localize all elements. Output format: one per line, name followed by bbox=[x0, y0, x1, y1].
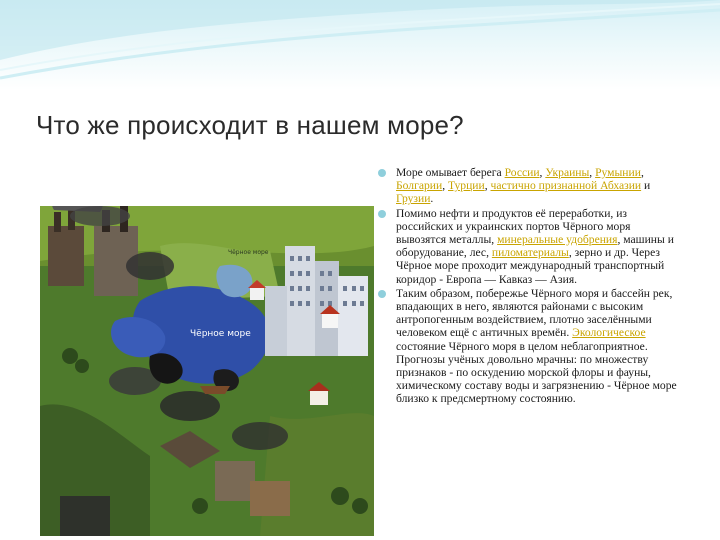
link-romania[interactable]: Румынии bbox=[595, 166, 641, 179]
link-turkey[interactable]: Турции bbox=[448, 179, 485, 193]
bullet-item bbox=[378, 166, 678, 206]
bullet-item bbox=[378, 207, 678, 286]
black-sea-painting bbox=[40, 206, 374, 536]
bullet-marker bbox=[378, 169, 386, 177]
bullet-marker bbox=[378, 290, 386, 298]
header-decoration bbox=[0, 0, 720, 90]
link-georgia[interactable]: Грузии bbox=[396, 192, 431, 206]
wave-decoration bbox=[0, 0, 720, 90]
bullet-text-2: Помимо нефти и продуктов её переработки, из российских и украинских портов Чёрного моря вывозятся металлы, минеральные удобрения, машины и оборудование, лес, пиломатериалы, зерно и др. Через Чёрное море проходит международный транспортный коридор - Европа — Кавказ — Азия. bbox=[396, 206, 674, 286]
slide-title: Что же происходит в нашем море? bbox=[36, 110, 464, 140]
bullet-item bbox=[378, 287, 678, 406]
link-lumber[interactable]: пиломатериалы bbox=[491, 246, 569, 260]
bullet-text-3: Таким образом, побережье Чёрного моря и бассейн рек, впадающих в него, являются районами с высоким антропогенным воздействием, плотно заселёнными человеком ещё с античных времён. Экологическое состояние Чёрного моря в целом неблагоприятное. Прогнозы учёных довольно мрачны: по множеству признаков - по оскудению морской флоры и фауны, химическому составу воды и загрязнению - Чёрное море близко к предсмертному состоянию. bbox=[396, 286, 677, 406]
link-bulgaria[interactable]: Болгарии bbox=[396, 179, 443, 193]
link-fertilizers[interactable]: минеральные удобрения bbox=[497, 233, 618, 247]
bullet-text-1: Море омывает берега России, Украины, Румынии, Болгарии, Турции, частично признанной Абхазии и Грузии. bbox=[396, 166, 651, 206]
link-russia[interactable]: России bbox=[504, 166, 540, 179]
link-abkhazia[interactable]: частично признанной Абхазии bbox=[490, 179, 642, 193]
link-ukraine[interactable]: Украины bbox=[545, 166, 590, 179]
bullet-marker bbox=[378, 210, 386, 218]
map-label: Чёрное море bbox=[228, 249, 269, 256]
link-ecological[interactable]: Экологическое bbox=[572, 326, 646, 340]
bullet-list bbox=[378, 166, 678, 407]
sea-label: Чёрное море bbox=[190, 329, 251, 339]
